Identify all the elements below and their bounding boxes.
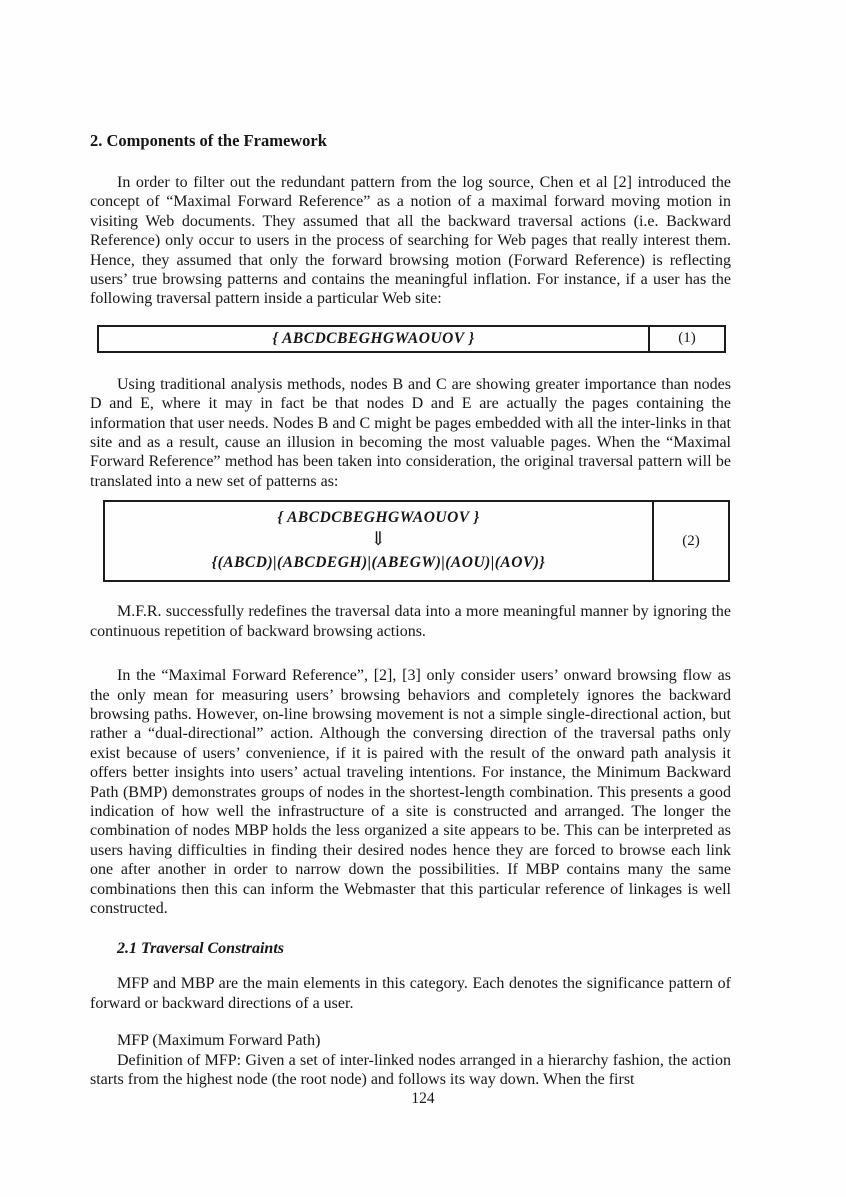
equation-2-formula [105, 502, 652, 580]
equation-1-label: (1) [648, 327, 724, 351]
equation-box-2 [103, 500, 730, 582]
section-heading: 2. Components of the Framework [90, 131, 327, 150]
paragraph-mfp-definition: Definition of MFP: Given a set of inter-linked nodes arranged in a hierarchy fashion, the action starts from the highest node (the root node) and follows its way down. When the first [90, 1051, 731, 1088]
subsection-heading-traversal-constraints: 2.1 Traversal Constraints [117, 940, 284, 958]
paragraph-traditional-analysis: Using traditional analysis methods, nodes B and C are showing greater importance than nodes D and E, where it may in fact be that nodes D and E are actually the pages containing the information that user needs. Nodes B and C might be pages embedded with all the inter-links in that site and as a result, cause an illusion in becoming the most valuable pages. When the “Maximal Forward Reference” method has been taken into consideration, the original traversal pattern will be translated into a new set of patterns as: [90, 375, 731, 490]
equation-box-1 [97, 325, 726, 353]
paragraph-mfr-summary: M.F.R. successfully redefines the traversal data into a more meaningful manner by ignoring the continuous repetition of backward browsing actions. [90, 603, 731, 640]
text-column [90, 0, 731, 1089]
page-number: 124 [411, 1090, 435, 1107]
equation-1-formula: { ABCDCBEGHGWAOUOV } [272, 329, 475, 347]
paragraph-intro-mfr: In order to filter out the redundant pattern from the log source, Chen et al [2] introduced the concept of “Maximal Forward Reference” as a notion of a maximal forward moving motion in visiting Web documents. They assumed that all the backward traversal actions (i.e. Backward Reference) only occur to users in the process of searching for Web pages that really interest them. Hence, they assumed that only the forward browsing motion (Forward Reference) is reflecting users’ true browsing patterns and contains the meaningful inflation. For instance, if a user has the following traversal pattern inside a particular Web site: [90, 174, 731, 308]
paragraph-mfp-title: MFP (Maximum Forward Path) [117, 1032, 321, 1050]
equation-2-label: (2) [652, 502, 728, 580]
equation-2-result-patterns: {(ABCD)|(ABCDEGH)|(ABEGW)|(AOU)|(AOV)} [211, 554, 546, 572]
double-down-arrow-icon: ⇓ [370, 529, 387, 551]
paragraph-mfp-mbp-intro: MFP and MBP are the main elements in this category. Each denotes the significance pattern of forward or backward directions of a user. [90, 975, 731, 1012]
paragraph-dual-directional: In the “Maximal Forward Reference”, [2], [3] only consider users’ onward browsing flow as the only mean for measuring users’ browsing behaviors and completely ignores the backward browsing paths. However, on-line browsing movement is not a simple single-directional action, but rather a “dual-directional” action. Although the conversing direction of the traversal paths only exist because of users’ convenience, if it is paired with the result of the onward path analysis it offers better insights into users’ actual traveling intentions. For instance, the Minimum Backward Path (BMP) demonstrates groups of nodes in the shortest-length combination. This presents a good indication of how well the infrastructure of a site is constructed and arranged. The longer the combination of nodes MBP holds the less organized a site appears to be. This can be interpreted as users having difficulties in finding their desired nodes hence they are forced to browse each link one after another in order to narrow down the possibilities. If MBP contains many the same combinations then this can inform the Webmaster that this particular reference of linkages is well constructed. [90, 667, 731, 917]
equation-2-source-pattern: { ABCDCBEGHGWAOUOV } [277, 509, 480, 527]
